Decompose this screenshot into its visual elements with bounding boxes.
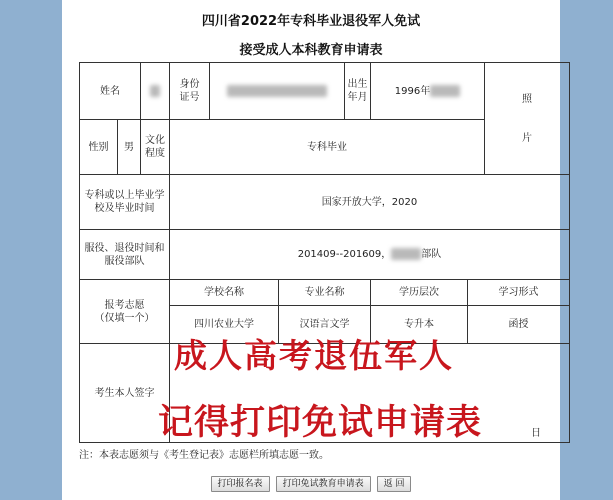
back-button[interactable]: 返 回 [377,476,412,492]
overlay-caption-line1: 成人高考退伍军人 [174,336,454,375]
choice-major: 汉语言文学 [279,306,371,344]
overlay-caption-line2: 记得打印免试申请表 [158,402,483,443]
print-application-button[interactable]: 打印免试教育申请表 [276,476,371,492]
form-note: 注：本表志愿须与《考生登记表》志愿栏所填志愿一致。 [79,450,329,461]
service-label: 服役、退役时间和服役部队 [80,230,170,280]
name-label: 姓名 [80,63,141,120]
choice-header-level: 学历层次 [371,280,468,306]
signature-label: 考生本人签字 [80,344,170,443]
choice-header-major: 专业名称 [279,280,371,306]
choice-mode: 函授 [468,306,570,344]
application-table [79,62,570,443]
gender-label: 性别 [80,120,118,175]
form-title-line2: 接受成人本科教育申请表 [239,43,383,58]
redacted-birth-month [430,85,460,97]
redacted-id-number [227,85,327,97]
photo-box [485,63,570,175]
gender-value: 男 [118,120,141,175]
edu-value: 专科毕业 [170,120,485,175]
school-label: 专科或以上毕业学校及毕业时间 [80,175,170,230]
edu-label-line2: 程度 [145,148,165,159]
birth-value: 1996年 [371,63,485,120]
choice-level: 专升本 [371,306,468,344]
choice-header-mode: 学习形式 [468,280,570,306]
photo-label-line1: 照 [522,93,532,105]
redacted-name [150,85,160,97]
edu-label-line1: 文化 [145,135,165,146]
redacted-unit [391,248,421,260]
id-label-line1: 身份 [179,79,200,90]
birth-label-line2: 年月 [347,92,368,103]
id-label-line2: 证号 [179,92,200,103]
day-label: 日 [531,428,541,439]
birth-label-line1: 出生 [347,79,368,90]
button-bar [62,476,560,492]
name-value [141,63,170,120]
choice-header-school: 学校名称 [170,280,279,306]
choice-label: 报考志愿 （仅填一个） [80,280,170,344]
choice-school: 四川农业大学 [170,306,279,344]
print-registration-button[interactable]: 打印报名表 [211,476,270,492]
school-value: 国家开放大学，2020 [170,175,570,230]
service-value: 201409--201609， 部队 [170,230,570,280]
form-title-line1: 四川省2022年专科毕业退役军人免试 [201,14,421,29]
photo-label-line2: 片 [522,132,532,144]
id-number-value [210,63,345,120]
